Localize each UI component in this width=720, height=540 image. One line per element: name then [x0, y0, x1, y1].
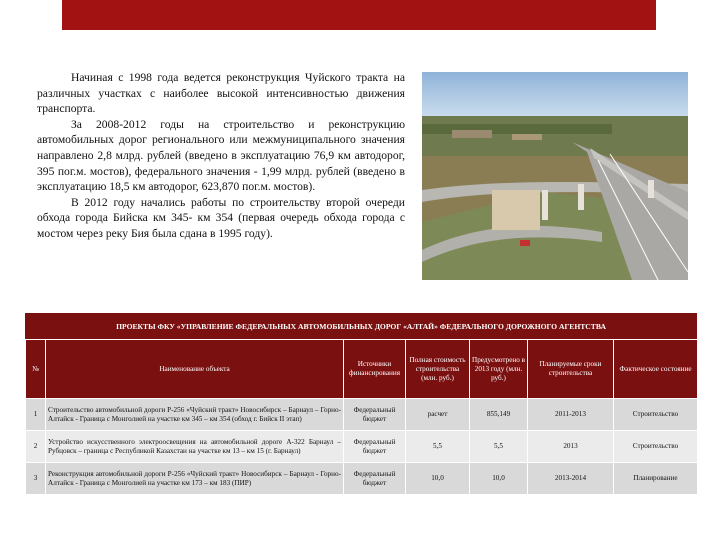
row-name: Строительство автомобильной дороги Р-256 «Чуйский тракт» Новосибирск – Барнаул – Горно-Алтайск - Граница с Монголией на участке км 345 – км 354 (обход г. Бийск II этап): [46, 399, 344, 431]
row-total: 5,5: [406, 431, 470, 463]
row-source: Федеральный бюджет: [344, 399, 406, 431]
row-status: Планирование: [614, 463, 698, 495]
intro-paragraph-2: За 2008-2012 годы на строительство и реконструкцию автомобильных дорог регионального или межмуниципального значения направлено 2,8 млрд. рублей (введено в эксплуатацию 76,9 км автодорог, 395 пог.м. мостов), федерального значения - 1,99 млрд. рублей (введено в эксплуатацию 18,5 км автодорог, 623,870 пог.м. мостов).: [37, 117, 405, 194]
row-plan: 855,149: [470, 399, 528, 431]
row-terms: 2013: [528, 431, 614, 463]
row-plan: 5,5: [470, 431, 528, 463]
row-plan: 10,0: [470, 463, 528, 495]
row-num: 2: [26, 431, 46, 463]
header-source: Источники финансирования: [344, 340, 406, 399]
row-name: Устройство искусственного электроосвещения на автомобильной дороге А-322 Барнаул – Рубцовск – граница с Республикой Казахстан на участке км 13 – км 15 (г. Барнаул): [46, 431, 344, 463]
row-total: расчет: [406, 399, 470, 431]
row-num: 1: [26, 399, 46, 431]
row-status: Строительство: [614, 431, 698, 463]
intro-paragraph-1: Начиная с 1998 года ведется реконструкция Чуйского тракта на различных участках с наиболее высокой интенсивностью движения транспорта.: [37, 71, 405, 116]
header-status: Фактическое состояние: [614, 340, 698, 399]
intro-text: [37, 70, 405, 242]
header-terms: Планируемые сроки строительства: [528, 340, 614, 399]
row-status: Строительство: [614, 399, 698, 431]
intro-paragraph-3: В 2012 году начались работы по строительству второй очереди обхода города Бийска км 345- км 354 (первая очередь обхода города с мостом через реку Бия была сдана в 1995 году).: [37, 195, 405, 240]
table-row: [26, 431, 698, 463]
header-name: Наименование объекта: [46, 340, 344, 399]
row-terms: 2013-2014: [528, 463, 614, 495]
row-source: Федеральный бюджет: [344, 431, 406, 463]
table-row: [26, 463, 698, 495]
row-num: 3: [26, 463, 46, 495]
table-row: [26, 399, 698, 431]
header-total-cost: Полная стоимость строительства (млн. руб.): [406, 340, 470, 399]
header-planned-2013: Предусмотрено в 2013 году (млн. руб.): [470, 340, 528, 399]
highway-interchange-photo: [422, 72, 688, 280]
projects-table-section: [25, 313, 697, 495]
table-title: ПРОЕКТЫ ФКУ «УПРАВЛЕНИЕ ФЕДЕРАЛЬНЫХ АВТОМОБИЛЬНЫХ ДОРОГ «АЛТАЙ» ФЕДЕРАЛЬНОГО ДОРОЖНОГО АГЕНТСТВА: [25, 313, 697, 339]
row-terms: 2011-2013: [528, 399, 614, 431]
row-source: Федеральный бюджет: [344, 463, 406, 495]
header-num: №: [26, 340, 46, 399]
row-name: Реконструкция автомобильной дороги Р-256 «Чуйский тракт» Новосибирск – Барнаул - Горно-Алтайск - Граница с Монголией на участке км 173 – км 183 (ПИР): [46, 463, 344, 495]
projects-table: [25, 339, 698, 495]
row-total: 10,0: [406, 463, 470, 495]
top-accent-bar: [62, 0, 656, 30]
table-header-row: [26, 340, 698, 399]
